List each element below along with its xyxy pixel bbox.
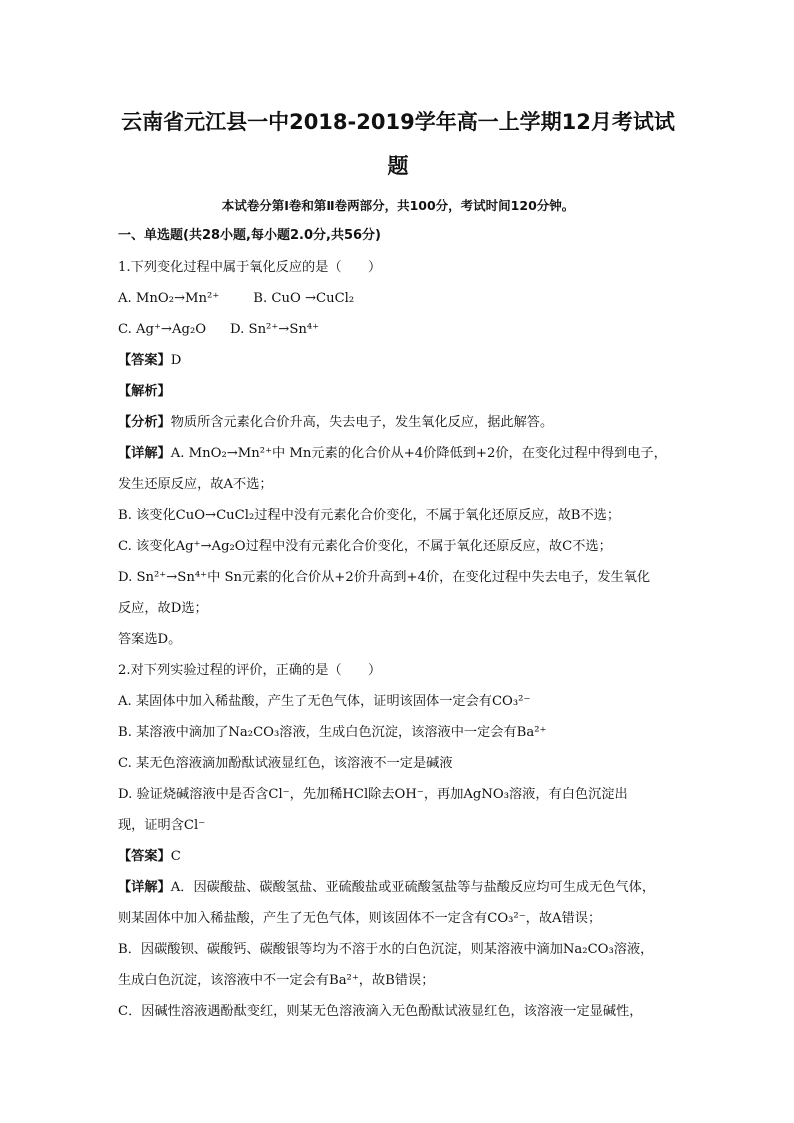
q2-detail-a-line1 xyxy=(118,872,678,903)
q1-options-row1 xyxy=(118,283,678,314)
q2-detail-a-line2: 则某固体中加入稀盐酸，产生了无色气体，则该固体不一定含有CO₃²⁻，故A错误； xyxy=(118,911,602,926)
document-title-line1: 云南省元江县一中2018-2019学年高一上学期12月考试试 xyxy=(121,110,675,134)
q2-detail-a-text: A．因碳酸盐、碳酸氢盐、亚硫酸盐或亚硫酸氢盐等与盐酸反应均可生成无色气体， xyxy=(170,880,656,895)
q2-detail-b-line1: B．因碳酸钡、碳酸钙、碳酸银等均为不溶于水的白色沉淀，则某溶液中滴加Na₂CO₃溶液， xyxy=(118,942,654,957)
q1-option-d: D. Sn²⁺→Sn⁴⁺ xyxy=(230,322,320,337)
q2-stem: 2.对下列实验过程的评价，正确的是（ ） xyxy=(118,663,382,678)
q1-detail-a-text: A. MnO₂→Mn²⁺中 Mn元素的化合价从+4价降低到+2价，在变化过程中得到电子， xyxy=(170,446,667,461)
analysis-tag: 【解析】 xyxy=(118,384,171,399)
detail-tag: 【详解】 xyxy=(118,446,171,461)
answer-tag: 【答案】 xyxy=(118,849,171,864)
q2-option-d-line2: 现，证明含Cl⁻ xyxy=(118,818,206,833)
q1-conclusion: 答案选D。 xyxy=(118,632,182,647)
q1-option-c: C. Ag⁺→Ag₂O xyxy=(118,322,207,337)
q1-answer xyxy=(118,345,678,376)
q1-detail-b: B. 该变化CuO→CuCl₂过程中没有元素化合价变化，不属于氧化还原反应，故B不选； xyxy=(118,508,621,523)
q1-fenxi-text: 物质所含元素化合价升高，失去电子，发生氧化反应，据此解答。 xyxy=(170,415,554,430)
section-heading: 一、单选题(共28小题,每小题2.0分,共56分) xyxy=(118,228,381,243)
q1-fenxi xyxy=(118,407,678,438)
document-page xyxy=(118,100,678,1027)
detail-tag: 【详解】 xyxy=(118,880,171,895)
q1-answer-value: D xyxy=(170,353,182,368)
q1-options-row2 xyxy=(118,314,678,345)
q1-detail-c: C. 该变化Ag⁺→Ag₂O过程中没有元素化合价变化，不属于氧化还原反应，故C不选； xyxy=(118,539,612,554)
q2-detail-c: C．因碱性溶液遇酚酞变红，则某无色溶液滴入无色酚酞试液显红色，该溶液一定显碱性， xyxy=(118,1004,643,1019)
q2-option-b: B. 某溶液中滴加了Na₂CO₃溶液，生成白色沉淀，该溶液中一定会有Ba²⁺ xyxy=(118,725,547,740)
q1-stem: 1.下列变化过程中属于氧化反应的是（ ） xyxy=(118,260,382,275)
document-title-line2: 题 xyxy=(387,154,409,178)
q1-detail-a-line2: 发生还原反应，故A不选； xyxy=(118,477,273,492)
q2-option-d-line1: D. 验证烧碱溶液中是否含Cl⁻，先加稀HCl除去OH⁻，再加AgNO₃溶液，有白色沉淀出 xyxy=(118,787,628,802)
q2-detail-b-line2: 生成白色沉淀，该溶液中不一定会有Ba²⁺，故B错误； xyxy=(118,973,435,988)
q1-detail-d-line1: D. Sn²⁺→Sn⁴⁺中 Sn元素的化合价从+2价升高到+4价，在变化过程中失去电子，发生氧化 xyxy=(118,570,651,585)
q1-option-b: B. CuO →CuCl₂ xyxy=(253,291,355,306)
q2-answer xyxy=(118,841,678,872)
q1-detail-d-line2: 反应，故D选； xyxy=(118,601,208,616)
q2-option-c: C. 某无色溶液滴加酚酞试液显红色，该溶液不一定是碱液 xyxy=(118,756,453,771)
exam-instructions: 本试卷分第Ⅰ卷和第Ⅱ卷两部分，共100分，考试时间120分钟。 xyxy=(221,198,575,213)
fenxi-tag: 【分析】 xyxy=(118,415,171,430)
q1-analysis-heading xyxy=(118,376,678,407)
q1-detail-a-line1 xyxy=(118,438,678,469)
q2-answer-value: C xyxy=(170,849,181,864)
answer-tag: 【答案】 xyxy=(118,353,171,368)
q2-option-a: A. 某固体中加入稀盐酸，产生了无色气体，证明该固体一定会有CO₃²⁻ xyxy=(118,694,531,709)
q1-option-a: A. MnO₂→Mn²⁺ xyxy=(118,291,220,306)
